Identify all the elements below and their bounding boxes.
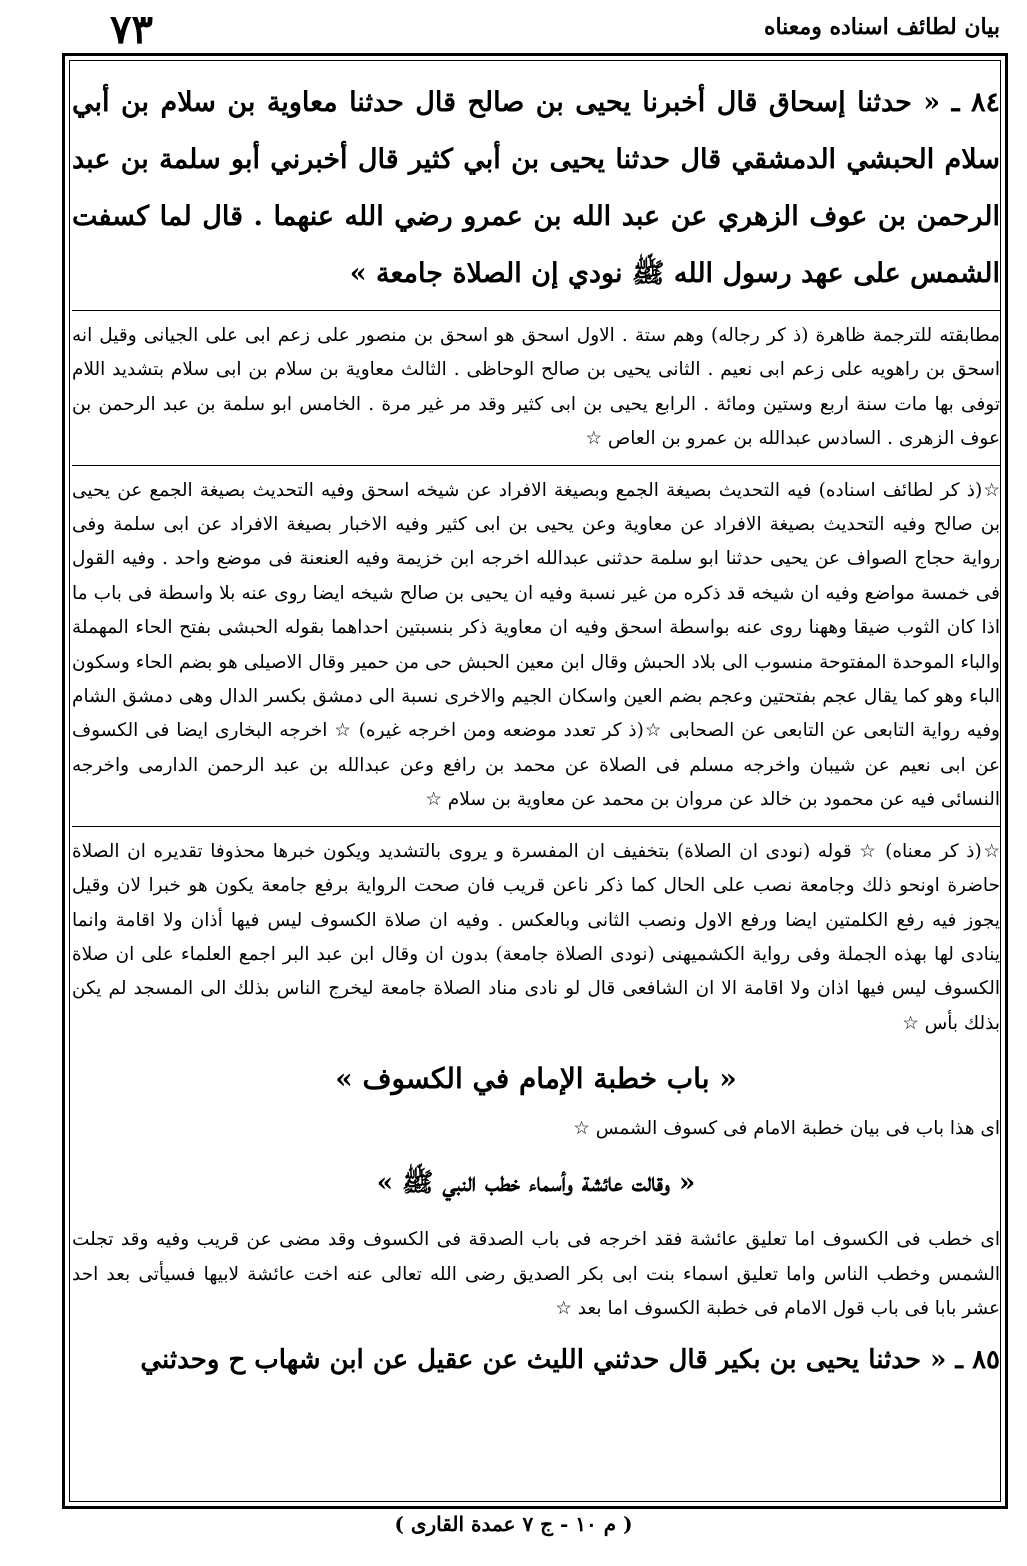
hadith-number: ٨٥ xyxy=(972,1345,1000,1376)
page-header xyxy=(70,6,1000,52)
divider-rule xyxy=(72,826,1000,827)
hadith-84 xyxy=(72,74,1000,302)
page-content xyxy=(72,62,1000,1502)
divider-rule xyxy=(72,465,1000,466)
hadith-85 xyxy=(72,1338,1000,1382)
hadith-number: ٨٤ xyxy=(970,87,1000,118)
running-title: بيان لطائف اسناده ومعناه xyxy=(763,14,1000,40)
hadith-text: ـ « حدثنا يحيى بن بكير قال حدثني الليث عن عقيل عن ابن شهاب ح وحدثني xyxy=(140,1345,963,1376)
bab-title: « باب خطبة الإمام في الكسوف » xyxy=(335,1062,737,1096)
bab-subtitle: « وقالت عائشة وأسماء خطب النبي ﷺ » xyxy=(376,1168,696,1199)
bab-explanation: اى هذا باب فى بيان خطبة الامام فى كسوف الشمس ☆ xyxy=(573,1118,1000,1140)
narrators-commentary: مطابقته للترجمة ظاهرة (ذ كر رجاله) وهم ستة . الاول اسحق هو اسحق بن منصور على زعم ابى على الجيانى وقيل انه اسحق بن راهويه على زعم ابى نعيم . الثانى يحيى بن صالح الوحاظى . الثالث معاوية بن سلام بن ابى سلام بتشديد اللام توفى بها مات سنة اربع وستين ومائة . الرابع يحيى بن ابى كثير وقد مر غير مرة . الخامس ابو سلمة بن عبد الرحمن بن عوف الزهرى . السادس عبدالله بن عمرو بن العاص ☆ xyxy=(72,325,1000,450)
page-number: ٧٣ xyxy=(110,6,153,53)
divider-rule xyxy=(72,310,1000,311)
isnad-subtleties: ☆(ذ كر لطائف اسناده) فيه التحديث بصيغة الجمع وبصيغة الافراد عن شيخه اسحق وفيه التحديث بصيغة الجمع عن يحيى بن صالح وفيه التحديث بصيغة الافراد عن معاوية وعن يحيى بن ابى كثير وفيه الاخبار بصيغة الافراد عن ابى سلمة وفى رواية حجاج الصواف عن يحيى حدثنا ابو سلمة حدثنى عبدالله اخرجه ابن خزيمة وفيه العنعنة فى موضع واحد . وفيه القول فى خمسة مواضع وفيه ان شيخه قد ذكره من غير نسبة وفيه ان يحيى بن صالح شيخه ايضا روى عنه بلا واسطة فى باب ما اذا كان الثوب ضيقا وههنا روى عنه بواسطة اسحق وفيه ان معاوية ذكر بنسبتين احداهما بقوله الحبشى بفتح الحاء المهملة والباء الموحدة المفتوحة منسوب الى بلاد الحبش وقال ابن معين الحبش حى من حمير وقال الاصيلى هو بضم الحاء وسكون الباء وهو كما يقال عجم بفتحتين وعجم بضم العين واسكان الجيم والاخرى نسبة الى دمشق بكسر الدال وهى دمشق الشام وفيه رواية التابعى عن التابعى عن الصحابى ☆(ذ كر تعدد موضعه ومن اخرجه غيره) ☆ اخرجه البخارى ايضا فى الكسوف عن ابى نعيم عن شيبان واخرجه مسلم فى الصلاة عن محمد بن رافع وعن عبدالله بن عبد الرحمن الدارمى واخرجه النسائى فيه عن محمود بن خالد عن مروان بن محمد عن معاوية بن سلام ☆ xyxy=(72,479,1000,811)
meaning-commentary: ☆(ذ كر معناه) ☆ قوله (نودى ان الصلاة) بتخفيف ان المفسرة و يروى بالتشديد ويكون خبرها محذوفا تقديره ان الصلاة حاضرة اونحو ذلك وجامعة نصب على الحال كما ذكر ناعن قريب فان صحت الرواية برفع جامعة يكون هو خبرا لان وقيل يجوز فيه رفع الكلمتين ايضا ورفع الاول ونصب الثانى وبالعكس . وفيه ان صلاة الكسوف ليس فيها أذان ولا اقامة وانما ينادى لها بهذه الجملة وفى رواية الكشميهنى (نودى الصلاة جامعة) بدون ان وقال ابن عبد البر اجمع العلماء على ان صلاة الكسوف ليس فيها اذان ولا اقامة الا ان الشافعى قال لو نادى مناد الصلاة جامعة ليخرج الناس بذلك الى المسجد لم يكن بذلك بأس ☆ xyxy=(72,840,1000,1034)
footer-signature: ( م ١٠ - ج ٧ عمدة القارى ) xyxy=(394,1512,633,1536)
bab-commentary: اى خطب فى الكسوف اما تعليق عائشة فقد اخرجه فى باب الصدقة فى الكسوف وقد مضى عن قريب وفيه وقد تجلت الشمس وخطب الناس واما تعليق اسماء بنت ابى بكر الصديق رضى الله تعالى عنه اخت عائشة لابيها فسيأتى بعد احد عشر بابا فى باب قول الامام فى خطبة الكسوف اما بعد ☆ xyxy=(72,1229,1000,1319)
hadith-text: ـ « حدثنا إسحاق قال أخبرنا يحيى بن صالح قال حدثنا معاوية بن سلام بن أبي سلام الحبشي الدمشقي قال حدثنا يحيى بن أبي كثير قال أخبرني أبو سلمة بن عبد الرحمن بن عوف الزهري عن عبد الله بن عمرو رضي الله عنهما . قال لما كسفت الشمس على عهد رسول الله ﷺ نودي إن الصلاة جامعة » xyxy=(72,87,1000,289)
